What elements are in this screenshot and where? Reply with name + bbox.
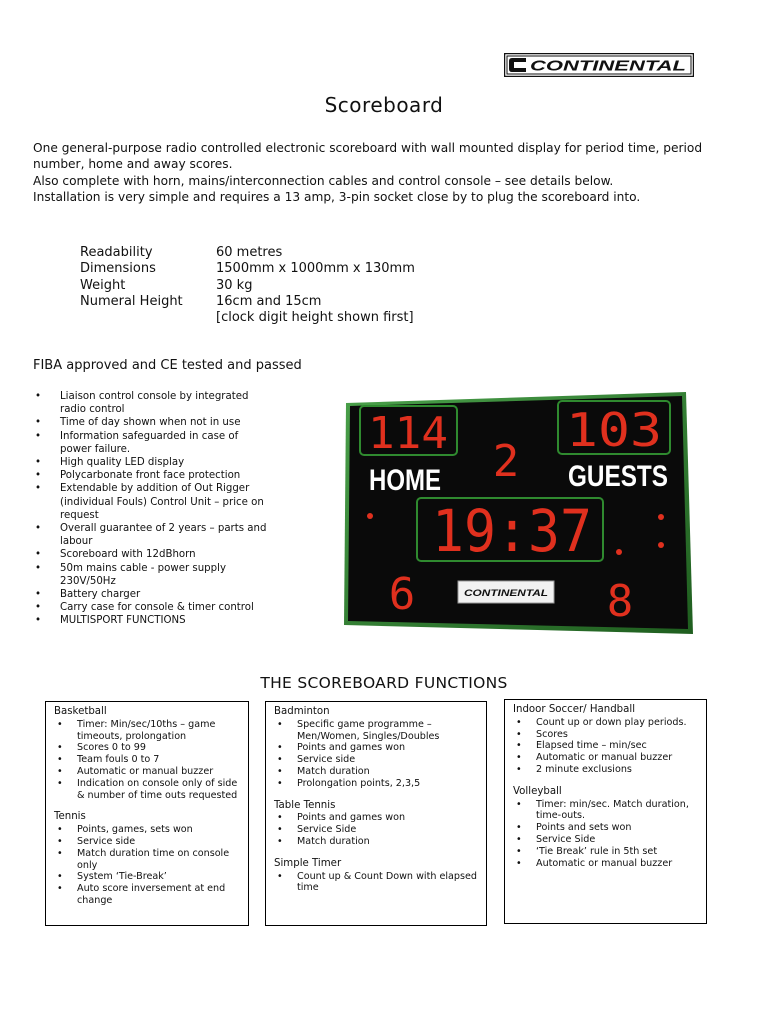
list-item: • 2 minute exclusions <box>513 764 700 776</box>
spec-value: 1500mm x 1000mm x 130mm <box>216 261 415 277</box>
list-item: • Match duration <box>274 836 480 848</box>
intro-line: Also complete with horn, mains/interconnection cables and control console – see details below. <box>33 173 614 188</box>
list-item: • Match duration <box>274 766 480 778</box>
indicator-dot <box>658 542 664 548</box>
list-item: • Scores <box>513 729 700 741</box>
spec-table <box>80 245 415 326</box>
list-item: • Service Side <box>274 824 480 836</box>
section-title: Tennis <box>54 811 86 823</box>
list-item: • Points and sets won <box>513 822 700 834</box>
list-item: • Elapsed time – min/sec <box>513 740 700 752</box>
spec-row <box>80 278 415 294</box>
logo-text: CONTINENTAL <box>530 57 686 75</box>
spec-value: 30 kg <box>216 277 253 293</box>
list-item: • 50m mains cable - power supply 230V/50Hz <box>33 562 269 588</box>
period-number: 2 <box>492 436 520 487</box>
list-item: • Match duration time on console only <box>54 848 242 872</box>
indicator-dot <box>367 513 373 519</box>
list-item: • Polycarbonate front face protection <box>33 469 269 482</box>
list-item: • Carry case for console & timer control <box>33 601 269 614</box>
list-item: • High quality LED display <box>33 456 269 469</box>
list-item: • Service Side <box>513 834 700 846</box>
indicator-dot <box>658 514 664 520</box>
section-list <box>274 719 480 790</box>
list-item: • Timer: Min/sec/10ths – game timeouts, prolongation <box>54 719 242 743</box>
list-item: • Count up or down play periods. <box>513 717 700 729</box>
spec-value: [clock digit height shown first] <box>216 310 414 326</box>
list-item: • System ‘Tie-Break’ <box>54 871 242 883</box>
spec-value: 16cm and 15cm <box>216 293 322 309</box>
section-title: Indoor Soccer/ Handball <box>513 704 636 715</box>
section-title: Volleyball <box>513 785 562 797</box>
section-title: Badminton <box>274 706 330 717</box>
list-item: • ‘Tie Break’ rule in 5th set <box>513 846 700 858</box>
list-item: • Scores 0 to 99 <box>54 742 242 754</box>
list-item: • Team fouls 0 to 7 <box>54 754 242 766</box>
list-item: • Count up & Count Down with elapsed time <box>274 871 480 895</box>
functions-box-soccer-volleyball <box>504 699 707 924</box>
spec-label: Dimensions <box>80 261 156 277</box>
list-item: • Automatic or manual buzzer <box>513 752 700 764</box>
spec-row <box>80 261 415 277</box>
scoreboard-image <box>342 391 694 636</box>
functions-box-badminton-tabletennis-timer <box>265 701 487 926</box>
section-title: Simple Timer <box>274 857 342 869</box>
list-item: • Extendable by addition of Out Rigger (individual Fouls) Control Unit – price on request <box>33 482 269 522</box>
spec-label: Numeral Height <box>80 293 183 309</box>
feature-list <box>33 390 269 628</box>
functions-box-basketball-tennis <box>45 701 249 926</box>
section-title: Basketball <box>54 706 107 717</box>
list-item: • Points and games won <box>274 812 480 824</box>
section-list <box>54 719 242 802</box>
section-list <box>274 812 480 847</box>
list-item: • MULTISPORT FUNCTIONS <box>33 614 269 627</box>
list-item: • Auto score inversement at end change <box>54 883 242 907</box>
home-label: HOME <box>369 464 441 497</box>
away-score: 103 <box>566 403 662 457</box>
list-item: • Battery charger <box>33 588 269 601</box>
section-list <box>54 824 242 907</box>
list-item: • Timer: min/sec. Match duration, time-outs. <box>513 799 700 823</box>
list-item: • Prolongation points, 2,3,5 <box>274 778 480 790</box>
list-item: • Points, games, sets won <box>54 824 242 836</box>
home-score: 114 <box>368 408 448 459</box>
home-fouls: 6 <box>388 569 416 620</box>
spec-label: Readability <box>80 245 153 260</box>
intro-text <box>33 140 743 205</box>
spec-row <box>80 310 415 326</box>
intro-line: Installation is very simple and requires a 13 amp, 3-pin socket close by to plug the scoreboard into. <box>33 189 641 204</box>
intro-line: One general-purpose radio controlled electronic scoreboard with wall mounted display for period time, period number, home and away scores. <box>33 141 703 172</box>
list-item: • Points and games won <box>274 742 480 754</box>
away-fouls: 8 <box>606 576 634 627</box>
list-item: • Service side <box>274 754 480 766</box>
list-item: • Service side <box>54 836 242 848</box>
section-list <box>513 717 700 776</box>
list-item: • Automatic or manual buzzer <box>513 858 700 870</box>
list-item: • Scoreboard with 12dBhorn <box>33 548 269 561</box>
spec-label <box>80 310 216 326</box>
indicator-dot <box>616 549 622 555</box>
list-item: • Overall guarantee of 2 years – parts and labour <box>33 522 269 548</box>
section-title: Table Tennis <box>274 799 336 811</box>
continental-logo <box>504 53 694 77</box>
spec-value: 60 metres <box>216 245 283 260</box>
spec-row <box>80 245 415 261</box>
functions-title: THE SCOREBOARD FUNCTIONS <box>260 674 508 692</box>
guests-label: GUESTS <box>568 460 668 493</box>
list-item: • Information safeguarded in case of power failure. <box>33 430 269 456</box>
spec-label: Weight <box>80 277 126 293</box>
list-item: • Automatic or manual buzzer <box>54 766 242 778</box>
list-item: • Indication on console only of side & number of time outs requested <box>54 778 242 802</box>
list-item: • Time of day shown when not in use <box>33 416 269 429</box>
board-brand: CONTINENTAL <box>464 588 548 598</box>
list-item: • Specific game programme – Men/Women, Singles/Doubles <box>274 719 480 743</box>
game-clock: 19:37 <box>432 497 592 565</box>
section-list <box>513 799 700 870</box>
section-list <box>274 871 480 895</box>
fiba-heading: FIBA approved and CE tested and passed <box>33 358 302 373</box>
page-title: Scoreboard <box>324 93 444 117</box>
spec-row <box>80 294 415 310</box>
list-item: • Liaison control console by integrated radio control <box>33 390 269 416</box>
